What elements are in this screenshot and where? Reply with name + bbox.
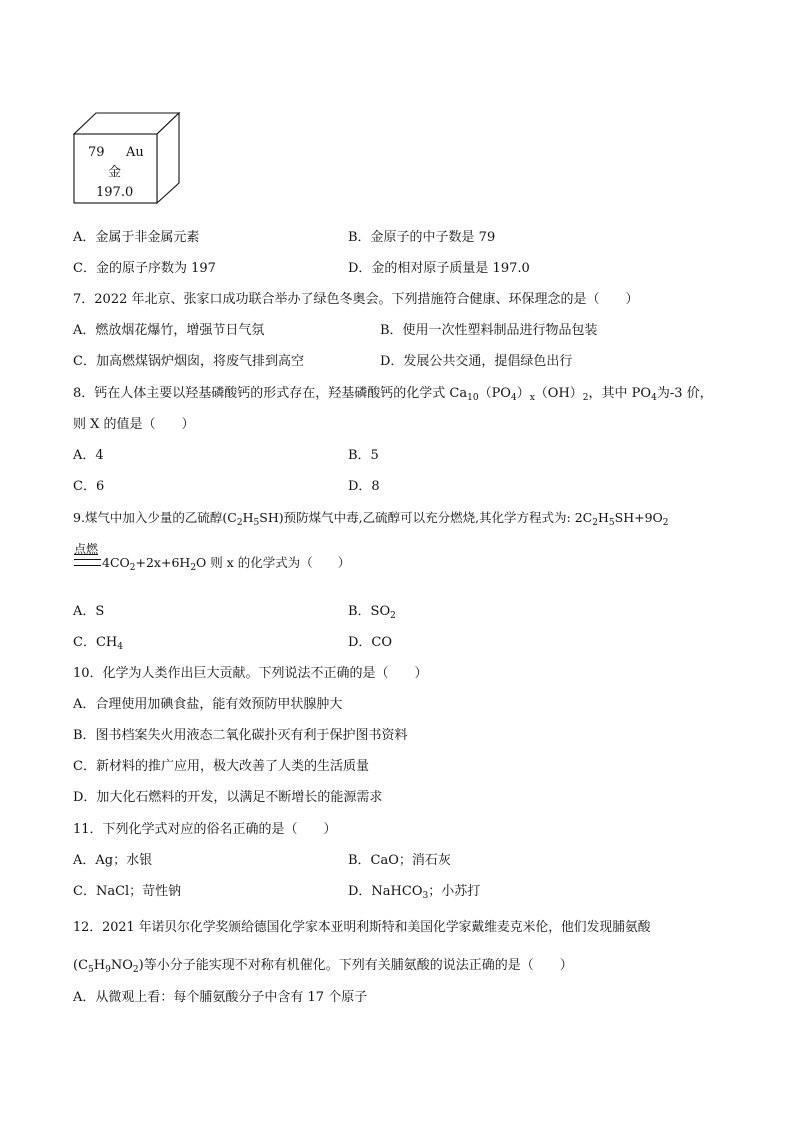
q8-option-b: B．5 [348,448,379,463]
q9-option-d: D．CO [348,635,393,650]
q9-option-a: A．S [73,604,105,619]
q6-option-a: A．金属于非金属元素 [73,230,200,245]
q11-option-d: D．NaHCO$_3$；小苏打 [348,884,481,901]
q8-stem-line2: 则 X 的值是（ ） [73,417,195,432]
q11-option-a: A．Ag；水银 [73,853,153,868]
q8-stem-line1: 8．钙在人体主要以羟基磷酸钙的形式存在，羟基磷酸钙的化学式 $Ca_{10}(PO_4)_x(OH)_2$，其中 $PO_4$为-3 价， [73,386,713,403]
q7-stem: 7．2022 年北京、张家口成功联合举办了绿色冬奥会。下列措施符合健康、环保理念的是（ ） [73,292,639,307]
q6-option-b: B．金原子的中子数是 79 [348,230,496,245]
q11-stem: 11．下列化学式对应的俗名正确的是（ ） [73,822,337,837]
q10-option-d: D．加大化石燃料的开发，以满足不断增长的能源需求 [73,790,383,805]
q9-option-b: B．$SO_2$ [348,604,396,621]
atomic-number: 79 [88,145,105,160]
q6-option-c: C．金的原子序数为 197 [73,261,216,276]
q7-option-d: D．发展公共交通，提倡绿色出行 [380,354,573,369]
equals-sign [74,559,101,566]
q11-option-b: B．CaO；消石灰 [348,853,451,868]
q7-option-b: B．使用一次性塑料制品进行物品包装 [380,323,598,338]
q11-option-c: C．NaCl；苛性钠 [73,884,182,899]
q12-stem-line1: 12．2021 年诺贝尔化学奖颁给德国化学家本亚明利斯特和美国化学家戴维麦克米伦，他们发现脯氨酸 [73,920,651,935]
atomic-mass: 197.0 [96,185,134,200]
q12-stem-line2: $(C_5H_9NO_2)$等小分子能实现不对称有机催化。下列有关脯氨酸的说法正确的是（ ） [73,958,573,975]
q9-option-c: C．$CH_4$ [73,635,123,652]
q8-option-c: C．6 [73,479,105,494]
q10-option-a: A．合理使用加碘食盐，能有效预防甲状腺肿大 [73,697,343,712]
q9-stem-line2: $4CO_2+2x+6H_2O$ 则 x 的化学式为（ ） [102,555,351,573]
q9-stem-line1: 9.煤气中加入少量的乙硫醇$(C_2H_5SH)$预防煤气中毒,乙硫醇可以充分燃烧,其化学方程式为: $2C_2H_5SH+9O_2$ [73,510,669,528]
reaction-condition: 点燃 [74,542,99,556]
element-symbol: Au [126,145,144,160]
q10-option-c: C．新材料的推广应用，极大改善了人类的生活质量 [73,759,369,774]
q12-option-a: A．从微观上看：每个脯氨酸分子中含有 17 个原子 [73,990,368,1005]
element-name: 金 [108,165,122,180]
q6-option-d: D．金的相对原子质量是 197.0 [348,261,530,276]
q8-option-d: D．8 [348,479,380,494]
q10-stem: 10．化学为人类作出巨大贡献。下列说法不正确的是（ ） [73,666,428,681]
q7-option-a: A．燃放烟花爆竹，增强节日气氛 [73,323,265,338]
q7-option-c: C．加高燃煤锅炉烟囱，将废气排到高空 [73,354,304,369]
q8-option-a: A．4 [73,448,104,463]
q10-option-b: B．图书档案失火用液态二氧化碳扑灭有利于保护图书资料 [73,728,408,743]
